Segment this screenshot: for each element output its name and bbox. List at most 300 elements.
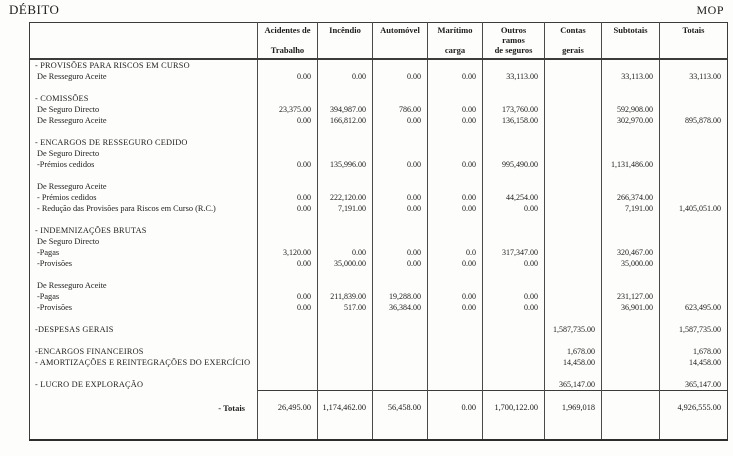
cell-value bbox=[483, 416, 545, 440]
cell-value bbox=[545, 236, 602, 247]
cell-value bbox=[602, 225, 660, 236]
table-row bbox=[30, 324, 728, 335]
cell-value bbox=[545, 93, 602, 104]
cell-value bbox=[483, 59, 545, 71]
cell-value bbox=[318, 148, 373, 159]
cell-value: 3,120.00 bbox=[258, 247, 318, 258]
cell-value: 266,374.00 bbox=[602, 192, 660, 203]
table-row bbox=[30, 247, 728, 258]
row-label: - AMORTIZAÇÕES E REINTEGRAÇÕES DO EXERCÍCIO bbox=[35, 358, 251, 367]
cell-value bbox=[483, 313, 545, 324]
cell-value bbox=[602, 126, 660, 137]
row-label bbox=[30, 126, 258, 137]
cell-value: 0.00 bbox=[483, 302, 545, 313]
row-label bbox=[30, 214, 258, 225]
column-header-line: gerais bbox=[562, 45, 584, 55]
cell-value: 23,375.00 bbox=[258, 104, 318, 115]
row-label: -Pagas bbox=[37, 292, 60, 301]
cell-value bbox=[428, 181, 483, 192]
spacer-row bbox=[30, 82, 728, 93]
column-header-line bbox=[318, 45, 372, 55]
cell-value bbox=[428, 148, 483, 159]
cell-value bbox=[660, 59, 728, 71]
cell-value: 33,113.00 bbox=[660, 71, 728, 82]
column-header-line bbox=[602, 35, 659, 45]
cell-value bbox=[660, 236, 728, 247]
cell-value bbox=[373, 126, 428, 137]
cell-value bbox=[318, 170, 373, 181]
spacer-row bbox=[30, 214, 728, 225]
cell-value: 0.00 bbox=[373, 247, 428, 258]
cell-value bbox=[258, 225, 318, 236]
column-header-line bbox=[545, 35, 601, 45]
cell-value bbox=[318, 324, 373, 335]
cell-value bbox=[373, 236, 428, 247]
cell-value bbox=[373, 357, 428, 368]
cell-value bbox=[545, 170, 602, 181]
cell-value bbox=[373, 313, 428, 324]
cell-value bbox=[483, 379, 545, 391]
cell-value bbox=[318, 269, 373, 280]
cell-value: 56,458.00 bbox=[373, 400, 428, 416]
row-label: - LUCRO DE EXPLORAÇÃO bbox=[35, 380, 144, 389]
row-label: -Pagas bbox=[37, 248, 60, 257]
cell-value bbox=[602, 280, 660, 291]
cell-value bbox=[373, 181, 428, 192]
table-row bbox=[30, 379, 728, 391]
cell-value bbox=[428, 391, 483, 401]
cell-value bbox=[545, 291, 602, 302]
cell-value bbox=[660, 313, 728, 324]
cell-value: 0.00 bbox=[428, 115, 483, 126]
cell-value bbox=[373, 391, 428, 401]
cell-value bbox=[660, 391, 728, 401]
cell-value bbox=[483, 346, 545, 357]
column-header-maritimo-carga bbox=[428, 23, 483, 60]
cell-value bbox=[318, 416, 373, 440]
table-row bbox=[30, 236, 728, 247]
row-label: - Totais bbox=[218, 403, 245, 413]
cell-value bbox=[373, 335, 428, 346]
cell-value bbox=[258, 269, 318, 280]
column-header-incendio bbox=[318, 23, 373, 60]
cell-value bbox=[318, 379, 373, 391]
cell-value bbox=[602, 137, 660, 148]
row-label: -Provisões bbox=[37, 259, 73, 268]
cell-value bbox=[318, 225, 373, 236]
table-row bbox=[30, 104, 728, 115]
cell-value: 995,490.00 bbox=[483, 159, 545, 170]
column-header-line: Subtotais bbox=[613, 25, 648, 35]
table-header bbox=[30, 23, 728, 60]
cell-value bbox=[428, 379, 483, 391]
cell-value bbox=[545, 181, 602, 192]
page-title-debito: DÉBITO bbox=[9, 2, 60, 17]
cell-value: 0.00 bbox=[258, 71, 318, 82]
cell-value: 320,467.00 bbox=[602, 247, 660, 258]
cell-value bbox=[483, 357, 545, 368]
cell-value: 1,587,735.00 bbox=[545, 324, 602, 335]
cell-value bbox=[545, 104, 602, 115]
cell-value bbox=[602, 324, 660, 335]
cell-value: 0.00 bbox=[258, 258, 318, 269]
cell-value bbox=[545, 391, 602, 401]
row-label bbox=[30, 335, 258, 346]
cell-value: 33,113.00 bbox=[483, 71, 545, 82]
table-row bbox=[30, 280, 728, 291]
page-title-mop: MOP bbox=[696, 3, 724, 17]
cell-value bbox=[602, 416, 660, 440]
cell-value bbox=[483, 324, 545, 335]
cell-value bbox=[428, 137, 483, 148]
row-label: -Provisões bbox=[37, 303, 73, 312]
cell-value: 0.00 bbox=[483, 291, 545, 302]
cell-value: 0.00 bbox=[258, 192, 318, 203]
cell-value bbox=[318, 313, 373, 324]
cell-value: 33,113.00 bbox=[602, 71, 660, 82]
column-header-line: Outros bbox=[500, 25, 527, 35]
cell-value: 394,987.00 bbox=[318, 104, 373, 115]
cell-value: 1,969,018 bbox=[545, 400, 602, 416]
column-header-outros-ramos-de-seguros bbox=[483, 23, 545, 60]
cell-value bbox=[318, 126, 373, 137]
cell-value: 36,901.00 bbox=[602, 302, 660, 313]
cell-value bbox=[373, 82, 428, 93]
cell-value: 0.00 bbox=[318, 247, 373, 258]
table-row bbox=[30, 258, 728, 269]
column-header-line: Automóvel bbox=[380, 25, 420, 35]
cell-value: 222,120.00 bbox=[318, 192, 373, 203]
cell-value bbox=[483, 93, 545, 104]
cell-value bbox=[428, 214, 483, 225]
cell-value: 0.00 bbox=[258, 302, 318, 313]
cell-value bbox=[483, 391, 545, 401]
cell-value bbox=[373, 214, 428, 225]
table-row bbox=[30, 137, 728, 148]
cell-value bbox=[258, 416, 318, 440]
cell-value bbox=[258, 170, 318, 181]
cell-value bbox=[660, 137, 728, 148]
cell-value: 0.00 bbox=[373, 159, 428, 170]
cell-value bbox=[318, 391, 373, 401]
cell-value bbox=[318, 214, 373, 225]
cell-value: 35,000.00 bbox=[318, 258, 373, 269]
cell-value bbox=[318, 82, 373, 93]
cell-value bbox=[602, 368, 660, 379]
cell-value bbox=[660, 335, 728, 346]
table-row bbox=[30, 400, 728, 416]
cell-value bbox=[428, 93, 483, 104]
row-label bbox=[30, 368, 258, 379]
column-header-line: ramos bbox=[502, 35, 525, 45]
header-row bbox=[30, 23, 728, 60]
table-row bbox=[30, 71, 728, 82]
cell-value bbox=[318, 357, 373, 368]
spacer-row bbox=[30, 368, 728, 379]
cell-value: 365,147.00 bbox=[545, 379, 602, 391]
cell-value: 19,288.00 bbox=[373, 291, 428, 302]
cell-value bbox=[545, 368, 602, 379]
cell-value: 0.00 bbox=[428, 71, 483, 82]
column-header-line bbox=[373, 35, 427, 45]
row-label: -ENCARGOS FINANCEIROS bbox=[35, 347, 144, 356]
cell-value: 1,131,486.00 bbox=[602, 159, 660, 170]
table-row bbox=[30, 203, 728, 214]
table-row bbox=[30, 148, 728, 159]
cell-value bbox=[660, 247, 728, 258]
column-header-line: Incêndio bbox=[329, 25, 361, 35]
cell-value bbox=[428, 313, 483, 324]
cell-value bbox=[373, 269, 428, 280]
cell-value bbox=[545, 71, 602, 82]
column-header-line bbox=[660, 35, 727, 45]
column-header-line bbox=[373, 45, 427, 55]
cell-value: 136,158.00 bbox=[483, 115, 545, 126]
cell-value: 26,495.00 bbox=[258, 400, 318, 416]
cell-value bbox=[318, 137, 373, 148]
cell-value bbox=[545, 313, 602, 324]
cell-value bbox=[258, 181, 318, 192]
cell-value bbox=[318, 93, 373, 104]
cell-value bbox=[660, 93, 728, 104]
cell-value: 1,700,122.00 bbox=[483, 400, 545, 416]
cell-value: 0.00 bbox=[428, 104, 483, 115]
cell-value: 365,147.00 bbox=[660, 379, 728, 391]
cell-value: 44,254.00 bbox=[483, 192, 545, 203]
cell-value bbox=[483, 181, 545, 192]
cell-value: 36,384.00 bbox=[373, 302, 428, 313]
cell-value bbox=[428, 236, 483, 247]
cell-value bbox=[428, 346, 483, 357]
cell-value bbox=[258, 148, 318, 159]
cell-value bbox=[660, 159, 728, 170]
cell-value bbox=[483, 137, 545, 148]
cell-value bbox=[545, 115, 602, 126]
cell-value bbox=[545, 247, 602, 258]
row-label bbox=[30, 269, 258, 280]
spacer-row bbox=[30, 126, 728, 137]
cell-value: 7,191.00 bbox=[602, 203, 660, 214]
cell-value: 0.00 bbox=[428, 291, 483, 302]
table-row bbox=[30, 159, 728, 170]
cell-value: 0.00 bbox=[428, 203, 483, 214]
cell-value: 0.00 bbox=[428, 192, 483, 203]
cell-value bbox=[258, 335, 318, 346]
cell-value bbox=[660, 291, 728, 302]
cell-value: 0.00 bbox=[318, 71, 373, 82]
cell-value bbox=[258, 357, 318, 368]
column-header-subtotais bbox=[602, 23, 660, 60]
cell-value: 0.00 bbox=[373, 71, 428, 82]
cell-value bbox=[660, 104, 728, 115]
cell-value bbox=[545, 269, 602, 280]
cell-value bbox=[602, 313, 660, 324]
cell-value bbox=[428, 225, 483, 236]
table-row bbox=[30, 59, 728, 71]
cell-value bbox=[545, 214, 602, 225]
cell-value bbox=[660, 148, 728, 159]
cell-value: 14,458.00 bbox=[545, 357, 602, 368]
cell-value: 0.00 bbox=[373, 258, 428, 269]
cell-value bbox=[318, 181, 373, 192]
cell-value bbox=[373, 148, 428, 159]
row-label: - Prémios cedidos bbox=[37, 193, 97, 202]
cell-value bbox=[483, 82, 545, 93]
cell-value bbox=[483, 225, 545, 236]
cell-value: 0.00 bbox=[258, 291, 318, 302]
cell-value bbox=[428, 126, 483, 137]
row-label bbox=[30, 416, 258, 440]
cell-value bbox=[602, 236, 660, 247]
cell-value bbox=[545, 280, 602, 291]
row-label: De Resseguro Aceite bbox=[37, 116, 107, 125]
cell-value bbox=[258, 346, 318, 357]
cell-value: 14,458.00 bbox=[660, 357, 728, 368]
table-row bbox=[30, 192, 728, 203]
cell-value: 895,878.00 bbox=[660, 115, 728, 126]
row-label: - INDEMNIZAÇÕES BRUTAS bbox=[35, 226, 147, 235]
cell-value: 135,996.00 bbox=[318, 159, 373, 170]
cell-value bbox=[545, 159, 602, 170]
cell-value: 7,191.00 bbox=[318, 203, 373, 214]
column-header-line bbox=[428, 35, 482, 45]
cell-value: 517.00 bbox=[318, 302, 373, 313]
cell-value bbox=[258, 93, 318, 104]
cell-value: 1,174,462.00 bbox=[318, 400, 373, 416]
spacer-row bbox=[30, 391, 728, 401]
cell-value bbox=[602, 400, 660, 416]
cell-value bbox=[602, 379, 660, 391]
cell-value: 0.00 bbox=[258, 159, 318, 170]
cell-value bbox=[660, 181, 728, 192]
cell-value bbox=[258, 214, 318, 225]
cell-value bbox=[545, 258, 602, 269]
cell-value bbox=[483, 126, 545, 137]
row-label: De Seguro Directo bbox=[37, 105, 100, 114]
cell-value: 0.00 bbox=[483, 258, 545, 269]
cell-value bbox=[602, 214, 660, 225]
cell-value bbox=[258, 59, 318, 71]
cell-value bbox=[545, 148, 602, 159]
cell-value bbox=[373, 416, 428, 440]
row-label: -DESPESAS GERAIS bbox=[35, 325, 114, 334]
column-header-line: Marítimo bbox=[437, 25, 473, 35]
cell-value bbox=[545, 335, 602, 346]
cell-value: 0.0 bbox=[428, 247, 483, 258]
cell-value: 317,347.00 bbox=[483, 247, 545, 258]
table-row bbox=[30, 225, 728, 236]
cell-value bbox=[483, 280, 545, 291]
cell-value bbox=[602, 391, 660, 401]
cell-value: 231,127.00 bbox=[602, 291, 660, 302]
cell-value bbox=[660, 170, 728, 181]
cell-value bbox=[373, 170, 428, 181]
cell-value: 1,678.00 bbox=[545, 346, 602, 357]
row-label bbox=[30, 391, 258, 401]
column-header-line: Acidentes de bbox=[264, 25, 311, 35]
debit-financial-table bbox=[29, 22, 728, 441]
cell-value bbox=[373, 280, 428, 291]
cell-value bbox=[373, 93, 428, 104]
table-row bbox=[30, 115, 728, 126]
cell-value: 0.00 bbox=[258, 115, 318, 126]
cell-value: 786.00 bbox=[373, 104, 428, 115]
cell-value bbox=[483, 170, 545, 181]
cell-value bbox=[602, 82, 660, 93]
cell-value: 4,926,555.00 bbox=[660, 400, 728, 416]
cell-value bbox=[545, 137, 602, 148]
cell-value bbox=[660, 126, 728, 137]
table-row bbox=[30, 302, 728, 313]
cell-value bbox=[602, 335, 660, 346]
cell-value: 0.00 bbox=[373, 115, 428, 126]
spacer-row bbox=[30, 269, 728, 280]
cell-value bbox=[545, 302, 602, 313]
cell-value bbox=[258, 137, 318, 148]
cell-value bbox=[428, 59, 483, 71]
column-header-acidentes-de-trabalho bbox=[258, 23, 318, 60]
cell-value bbox=[258, 126, 318, 137]
cell-value bbox=[660, 82, 728, 93]
column-header-line: Totais bbox=[682, 25, 705, 35]
column-header-automovel bbox=[373, 23, 428, 60]
cell-value bbox=[373, 368, 428, 379]
cell-value bbox=[258, 236, 318, 247]
cell-value bbox=[602, 269, 660, 280]
column-header-line bbox=[318, 35, 372, 45]
cell-value bbox=[258, 324, 318, 335]
cell-value bbox=[258, 379, 318, 391]
cell-value: 1,587,735.00 bbox=[660, 324, 728, 335]
cell-value: 35,000.00 bbox=[602, 258, 660, 269]
cell-value bbox=[602, 170, 660, 181]
column-header-line: Contas bbox=[560, 25, 586, 35]
row-label: De Seguro Directo bbox=[37, 149, 100, 158]
cell-value bbox=[258, 368, 318, 379]
spacer-row bbox=[30, 170, 728, 181]
cell-value bbox=[602, 148, 660, 159]
spacer-row bbox=[30, 416, 728, 440]
cell-value bbox=[483, 335, 545, 346]
cell-value bbox=[428, 280, 483, 291]
column-header-contas-gerais bbox=[545, 23, 602, 60]
cell-value bbox=[545, 59, 602, 71]
cell-value bbox=[545, 82, 602, 93]
cell-value bbox=[602, 59, 660, 71]
cell-value: 0.00 bbox=[483, 203, 545, 214]
row-label: De Seguro Directo bbox=[37, 237, 100, 246]
cell-value bbox=[483, 269, 545, 280]
cell-value bbox=[373, 225, 428, 236]
cell-value bbox=[428, 416, 483, 440]
cell-value: 302,970.00 bbox=[602, 115, 660, 126]
spacer-row bbox=[30, 335, 728, 346]
row-label: - ENCARGOS DE RESSEGURO CEDIDO bbox=[35, 138, 188, 147]
row-label: De Resseguro Aceite bbox=[37, 281, 107, 290]
cell-value: 0.00 bbox=[428, 302, 483, 313]
column-header-line: carga bbox=[444, 45, 466, 55]
cell-value bbox=[373, 59, 428, 71]
column-header-line: de seguros bbox=[494, 45, 533, 55]
cell-value: 1,678.00 bbox=[660, 346, 728, 357]
table-row bbox=[30, 346, 728, 357]
row-label: - Redução das Provisões para Riscos em Curso (R.C.) bbox=[37, 204, 216, 213]
cell-value bbox=[318, 280, 373, 291]
cell-value bbox=[373, 324, 428, 335]
cell-value bbox=[258, 391, 318, 401]
cell-value bbox=[428, 324, 483, 335]
cell-value bbox=[318, 346, 373, 357]
